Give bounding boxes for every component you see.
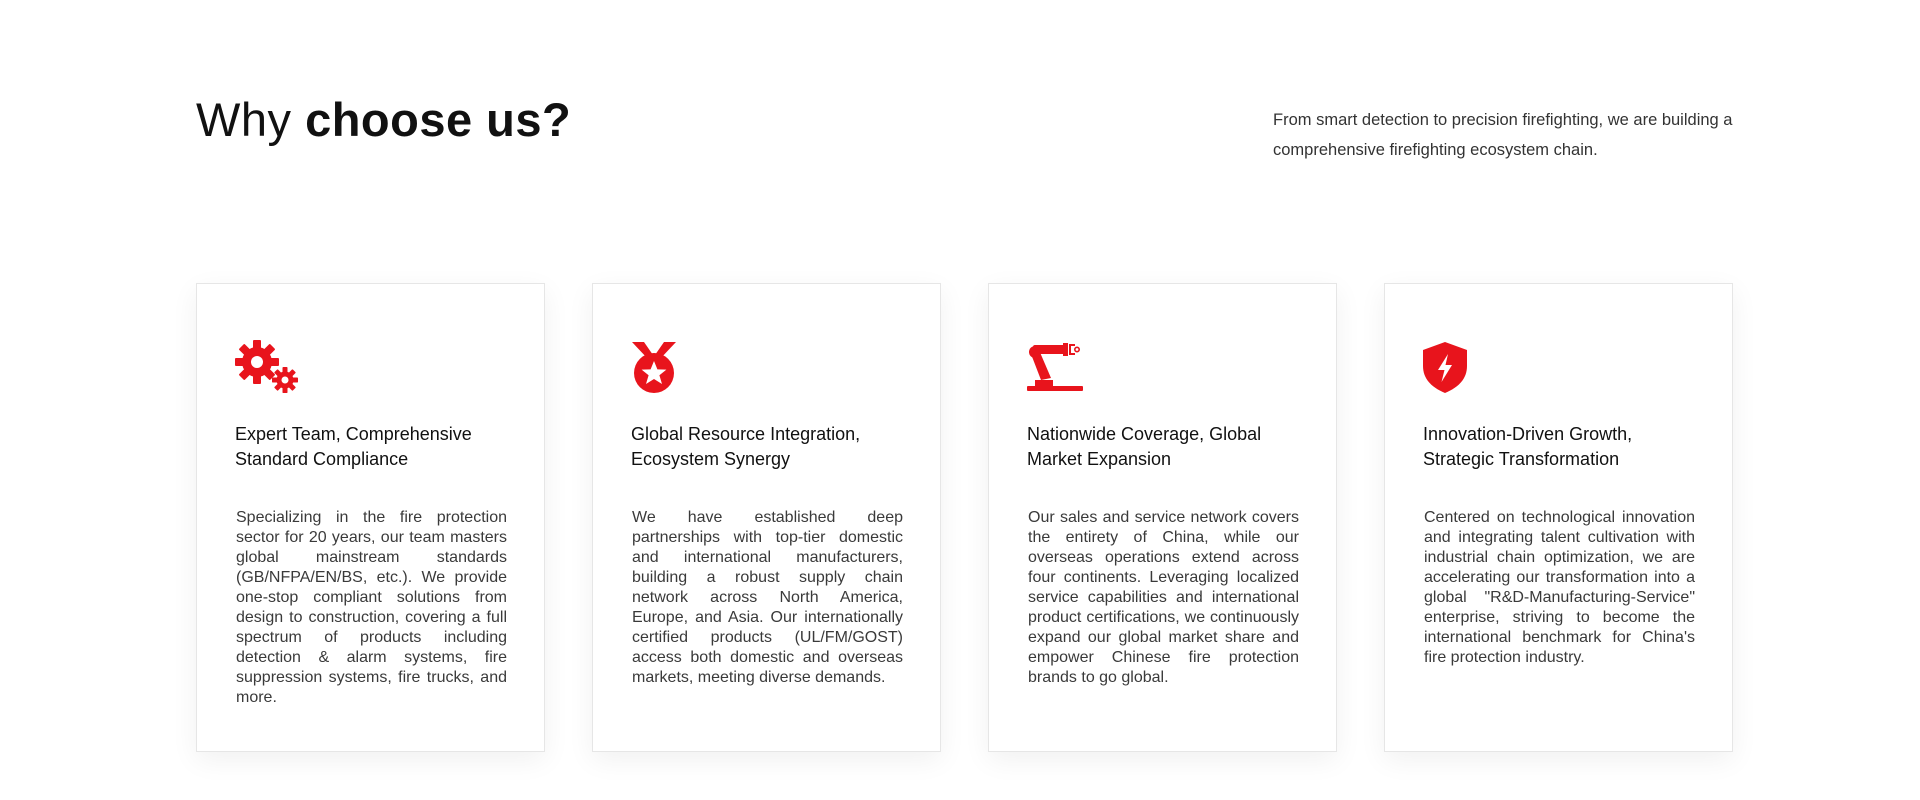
section-title-bold: choose us? <box>305 93 572 146</box>
feature-card-title: Nationwide Coverage, Global Market Expansion <box>1027 424 1262 469</box>
robot-arm-icon <box>1027 340 1091 396</box>
section-title-light: Why <box>196 93 292 146</box>
feature-cards <box>196 283 1733 752</box>
feature-card-body: Centered on technological innovation and integrating talent cultivation with industrial chain optimization, we are accelerating our transformation into a global "R&D-Manufacturing-Service" enterprise, striving to become the international benchmark for China's fire protection industry. <box>1424 509 1695 666</box>
feature-card-body: Our sales and service network covers the entirety of China, while our overseas operations extend across four continents. Leveraging localized service capabilities and international product certifications, we continuously expand our global market share and empower Chinese fire protection brands to go global. <box>1028 509 1299 686</box>
feature-card-title: Expert Team, Comprehensive Standard Compliance <box>235 424 472 469</box>
section-intro: From smart detection to precision firefighting, we are building a comprehensive firefighting ecosystem chain. <box>1273 111 1733 159</box>
feature-card-nationwide-coverage <box>988 283 1337 752</box>
feature-card-title: Global Resource Integration, Ecosystem Synergy <box>631 424 861 469</box>
feature-card-body: We have established deep partnerships with top-tier domestic and international manufacturers, building a robust supply chain network across North America, Europe, and Asia. Our internationally certified products (UL/FM/GOST) access both domestic and overseas markets, meeting diverse demands. <box>632 509 903 686</box>
feature-card-innovation <box>1384 283 1733 752</box>
medal-icon <box>631 340 695 396</box>
section-title <box>196 92 571 148</box>
feature-card-title: Innovation-Driven Growth, Strategic Transformation <box>1423 424 1633 469</box>
feature-card-expert-team <box>196 283 545 752</box>
gears-icon <box>235 340 299 396</box>
feature-card-body: Specializing in the fire protection sector for 20 years, our team masters global mainstream standards (GB/NFPA/EN/BS, etc.). We provide one-stop compliant solutions from design to construction, covering a full spectrum of products including detection & alarm systems, fire suppression systems, fire trucks, and more. <box>236 509 507 706</box>
feature-card-global-resource <box>592 283 941 752</box>
shield-bolt-icon <box>1423 340 1487 396</box>
